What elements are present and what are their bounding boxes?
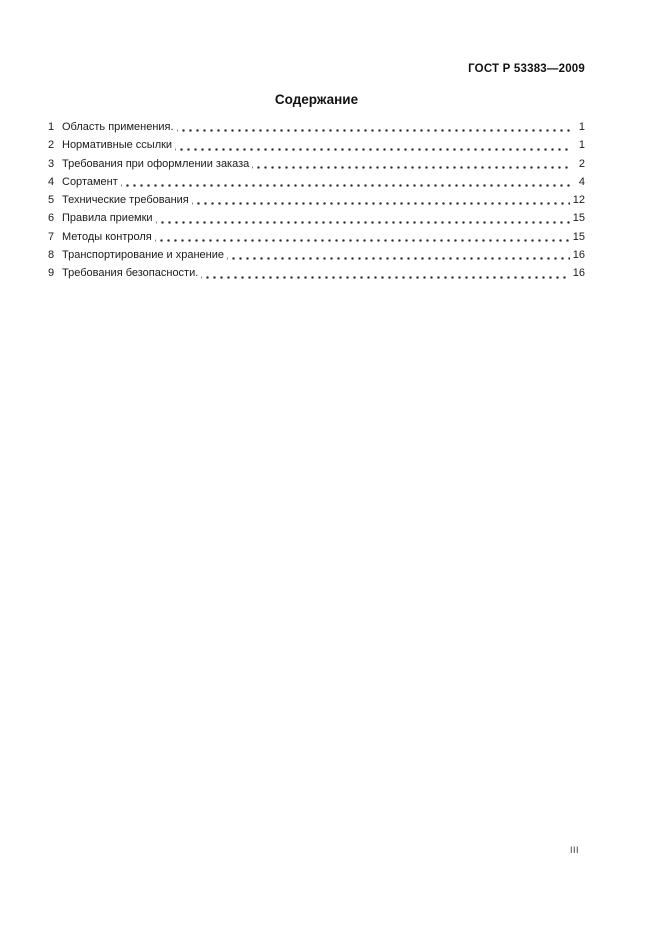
toc-entry-page: 15 xyxy=(572,212,585,225)
toc-entry xyxy=(48,118,585,136)
dot-leader xyxy=(252,155,570,173)
toc-entry xyxy=(48,209,585,227)
toc-entry-label: Сортамент xyxy=(62,175,118,188)
toc-entry xyxy=(48,228,585,246)
toc-entry-label: Требования безопасности. xyxy=(62,267,199,280)
toc-entry-number: 7 xyxy=(48,230,55,243)
toc-entry-page: 2 xyxy=(578,157,585,170)
table-of-contents xyxy=(48,118,585,283)
toc-entry-label: Требования при оформлении заказа xyxy=(62,157,250,170)
dot-leader xyxy=(121,173,570,191)
toc-entry-label: Правила приемки xyxy=(62,212,153,225)
toc-entry-page: 4 xyxy=(578,175,585,188)
toc-entry-number: 5 xyxy=(48,194,55,207)
toc-entry xyxy=(48,136,585,154)
toc-entry xyxy=(48,191,585,209)
toc-entry xyxy=(48,246,585,264)
dot-leader xyxy=(177,118,570,136)
document-standard-number: ГОСТ Р 53383—2009 xyxy=(468,63,585,75)
toc-entry-page: 16 xyxy=(572,267,585,280)
toc-entry-number: 6 xyxy=(48,212,55,225)
toc-entry-label: Транспортирование и хранение xyxy=(62,249,224,262)
toc-entry-page: 15 xyxy=(572,230,585,243)
toc-entry xyxy=(48,264,585,282)
toc-entry xyxy=(48,155,585,173)
toc-entry xyxy=(48,173,585,191)
toc-entry-page: 12 xyxy=(572,194,585,207)
toc-entry-number: 3 xyxy=(48,157,55,170)
toc-entry-label: Область применения. xyxy=(62,121,174,133)
toc-entry-number: 1 xyxy=(48,121,55,133)
toc-entry-label: Методы контроля xyxy=(62,230,152,243)
toc-entry-label: Технические требования xyxy=(62,194,189,207)
toc-entry-number: 9 xyxy=(48,267,55,280)
toc-entry-number: 4 xyxy=(48,175,55,188)
dot-leader xyxy=(192,191,570,209)
toc-entry-label: Нормативные ссылки xyxy=(62,139,173,152)
toc-entry-page: 16 xyxy=(572,249,585,262)
toc-entry-page: 1 xyxy=(578,139,585,152)
footer-page-number: III xyxy=(569,845,579,855)
dot-leader xyxy=(201,264,569,282)
dot-leader xyxy=(156,209,570,227)
toc-entry-number: 8 xyxy=(48,249,55,262)
dot-leader xyxy=(155,228,570,246)
dot-leader xyxy=(227,246,570,264)
dot-leader xyxy=(175,136,570,154)
toc-entry-page: 1 xyxy=(578,121,585,133)
page-title: Содержание xyxy=(274,92,359,107)
toc-entry-number: 2 xyxy=(48,139,55,152)
